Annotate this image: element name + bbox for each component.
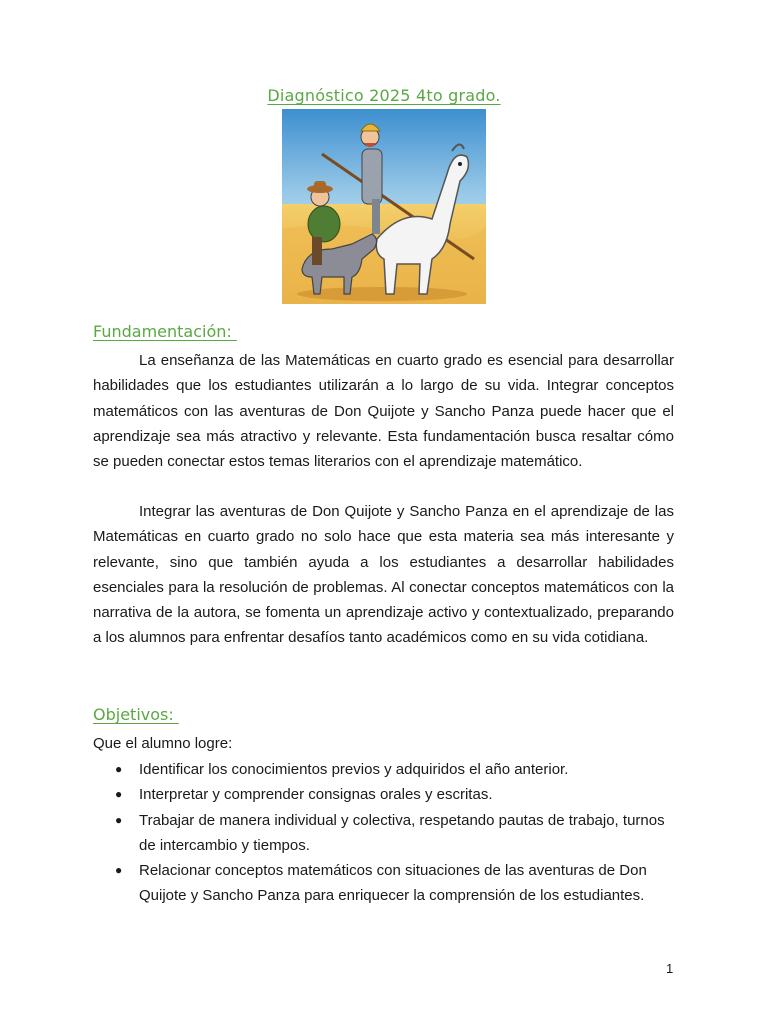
objetivos-intro: Que el alumno logre:	[93, 735, 233, 752]
fundamentacion-paragraph-1: La enseñanza de las Matemáticas en cuarto grado es esencial para desarrollar habilidades que los estudiantes utilizarán a lo largo de su vida. Integrar conceptos matemáticos con las aventuras de Don Quijote y Sancho Panza puede hacer que el aprendizaje sea más atractivo y relevante. Esta fundamentación busca resaltar cómo se pueden conectar estos temas literarios con el aprendizaje matemático.	[93, 352, 674, 471]
fundamentacion-heading: Fundamentación:	[93, 322, 237, 341]
bullet-icon: ●	[115, 863, 123, 878]
list-item-text: Identificar los conocimientos previos y adquiridos el año anterior.	[139, 761, 569, 778]
list-item	[93, 757, 683, 782]
fundamentacion-paragraph-2: Integrar las aventuras de Don Quijote y Sancho Panza en el aprendizaje de las Matemáticas en cuarto grado no solo hace que esta materia sea más interesante y relevante, sino que también ayuda a los estudiantes a desarrollar habilidades esenciales para la resolución de problemas. Al conectar conceptos matemáticos con la narrativa de la autora, se fomenta un aprendizaje activo y contextualizado, preparando a los alumnos para enfrentar desafíos tanto académicos como en su vida cotidiana.	[93, 503, 674, 647]
list-item-text: Interpretar y comprender consignas orales y escritas.	[139, 786, 493, 804]
list-item-text: Trabajar de manera individual y colectiva, respetando pautas de trabajo, turnos de intercambio y tiempos.	[139, 811, 665, 854]
document-title: Diagnóstico 2025 4to grado.	[267, 86, 501, 105]
don-quijote-illustration	[282, 109, 486, 304]
illustration-svg	[282, 109, 486, 304]
list-item-text: Relacionar conceptos matemáticos con situaciones de las aventuras de Don Quijote y Sancho Panza para enriquecer la comprensión de los estudiantes.	[139, 862, 647, 905]
bullet-icon: ●	[115, 787, 123, 802]
list-item	[93, 782, 683, 807]
bullet-icon: ●	[115, 812, 123, 827]
bullet-icon: ●	[115, 762, 123, 776]
objetivos-list	[93, 757, 683, 909]
page-number: 1	[666, 961, 674, 976]
list-item	[93, 858, 683, 909]
objetivos-heading: Objetivos:	[93, 705, 179, 724]
list-item	[93, 808, 683, 859]
